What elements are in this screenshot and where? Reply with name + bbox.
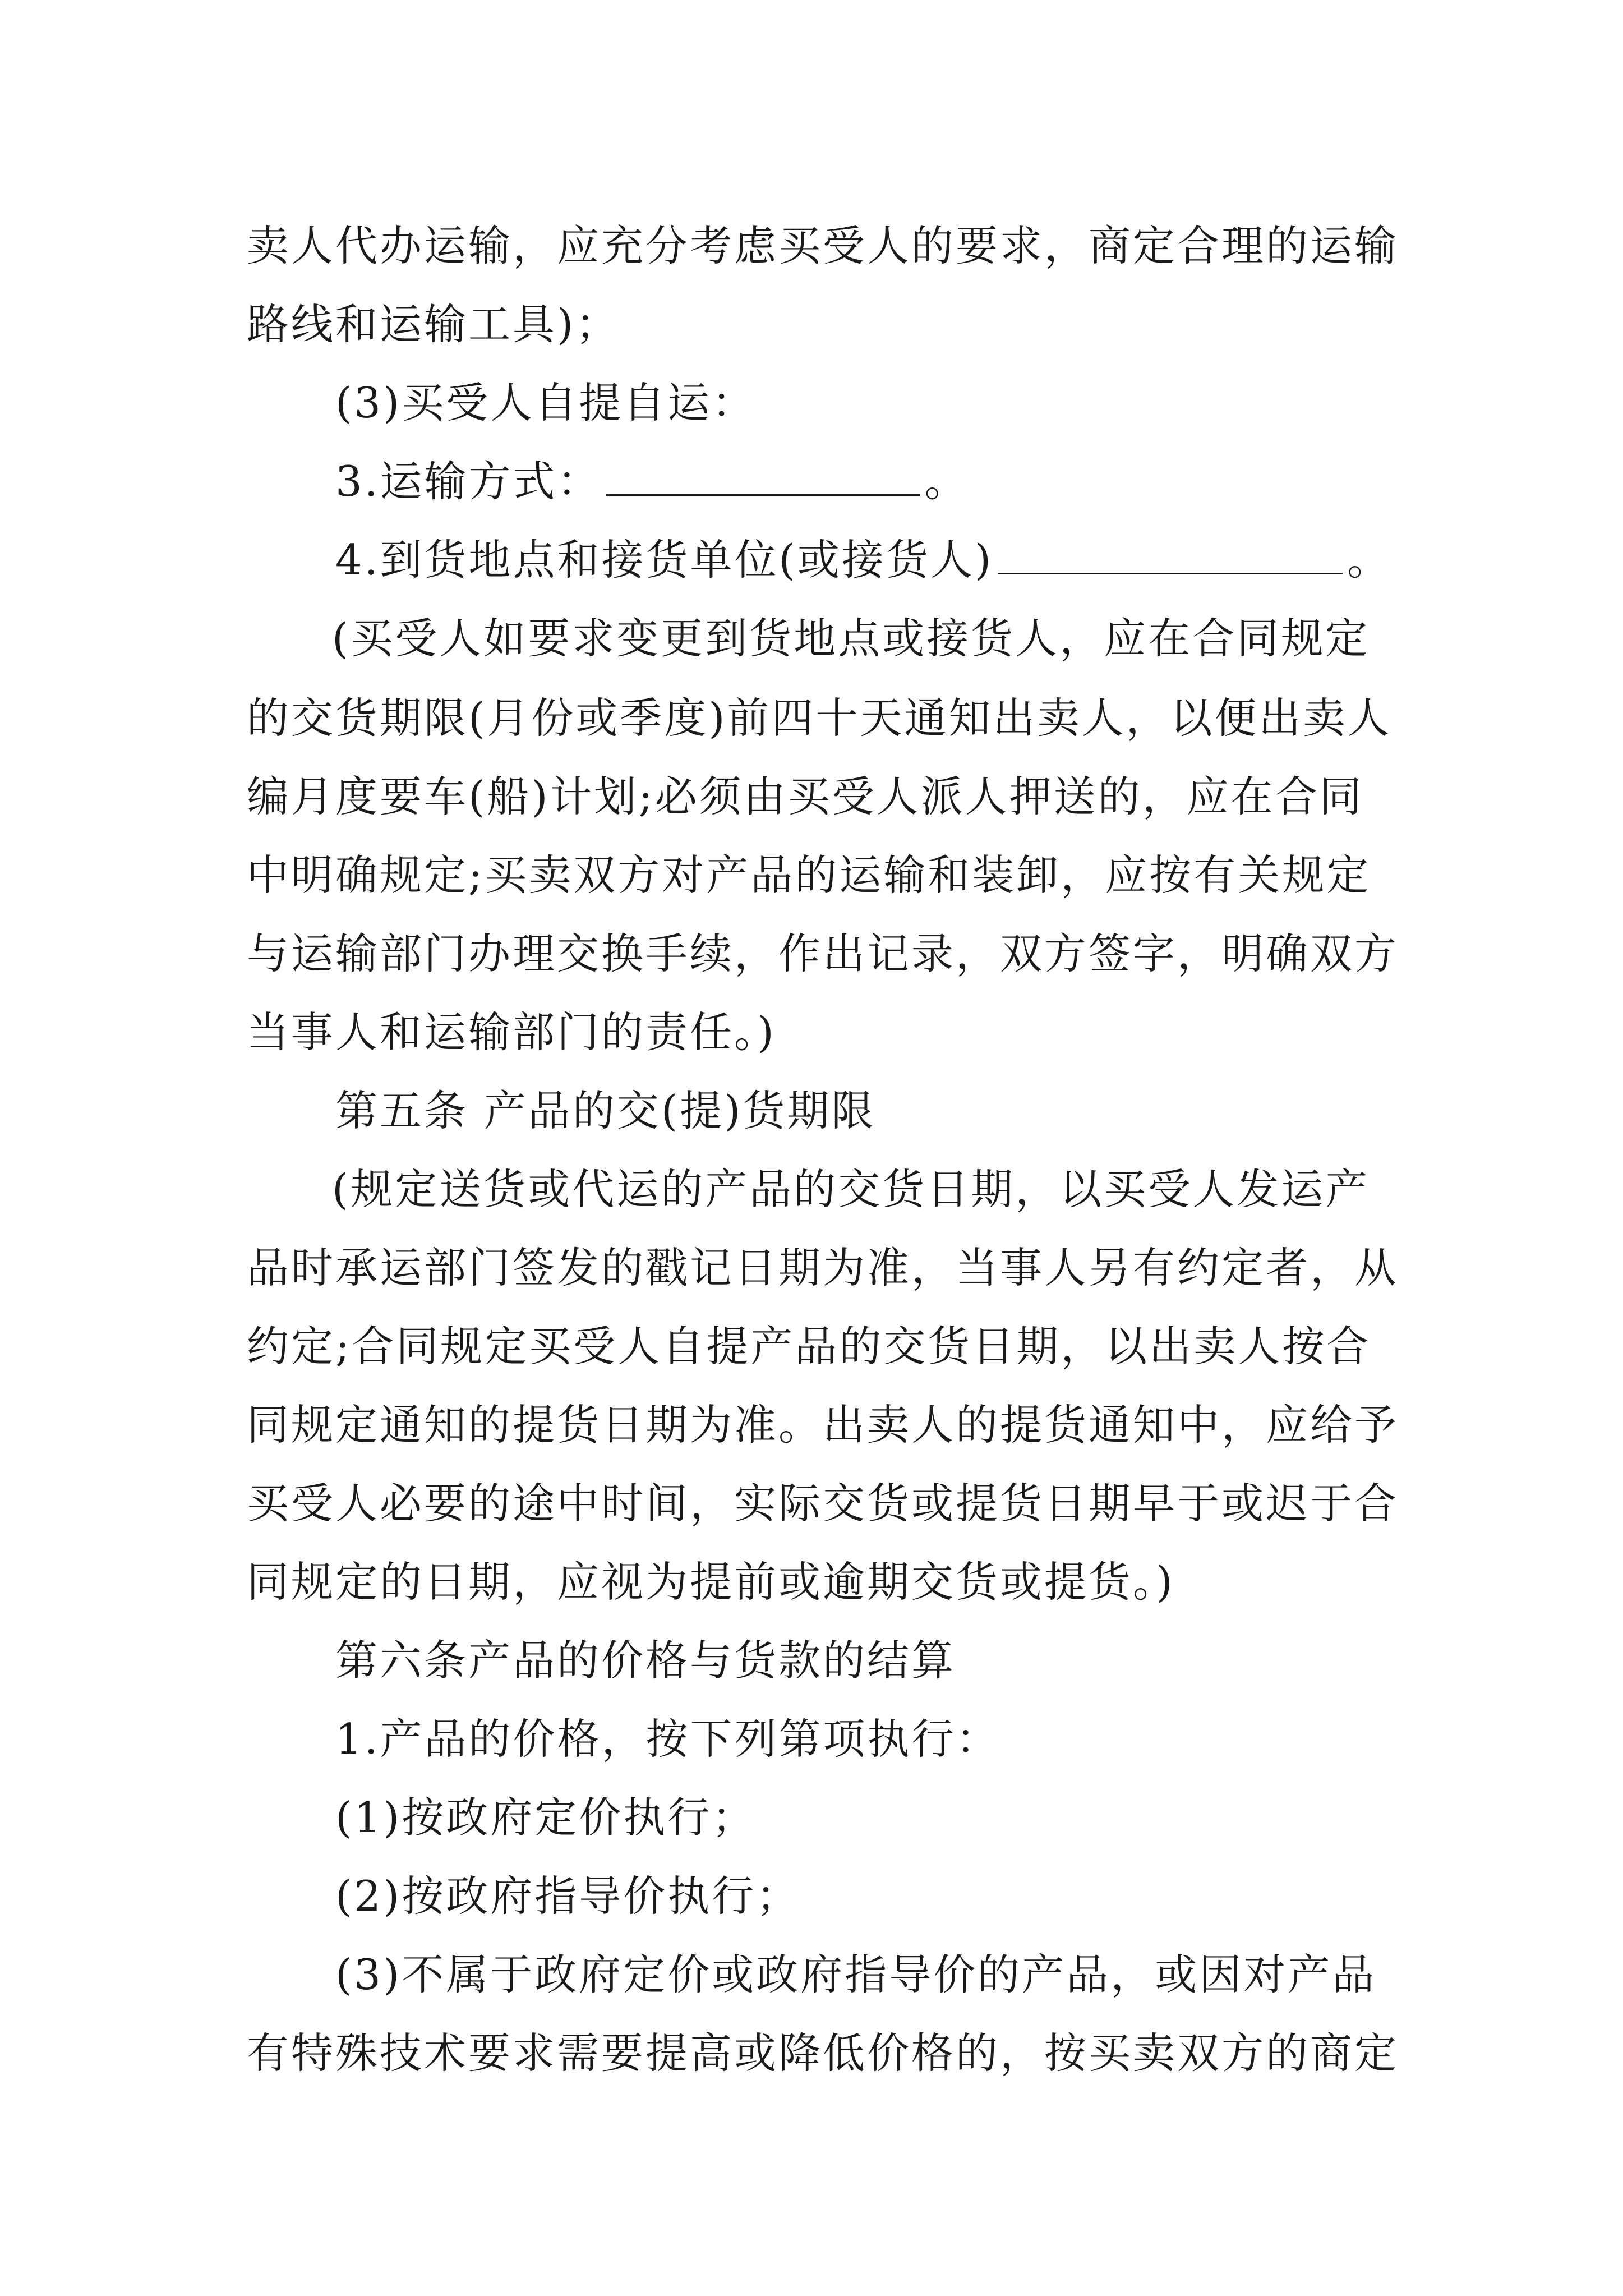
- text-line: 编月度要车(船)计划;必须由买受人派人押送的，应在合同: [247, 772, 1364, 821]
- text-line: 当事人和运输部门的责任。): [247, 1007, 776, 1057]
- text-line: (规定送货或代运的产品的交货日期，以买受人发运产: [332, 1165, 1370, 1214]
- text-line: (1)按政府定价执行；: [335, 1793, 757, 1842]
- text-line: 品时承运部门签发的戳记日期为准，当事人另有约定者，从: [247, 1243, 1399, 1292]
- delivery-place-line: [335, 532, 1391, 588]
- text-line: 与运输部门办理交换手续，作出记录，双方签字，明确双方: [247, 929, 1399, 978]
- text-line: (3)买受人自提自运：: [335, 378, 757, 427]
- text-line: 同规定通知的提货日期为准。出卖人的提货通知中，应给予: [247, 1400, 1399, 1450]
- text-line: 买受人必要的途中时间，实际交货或提货日期早于或迟于合: [247, 1479, 1399, 1528]
- transport-method-blank: [606, 459, 920, 496]
- delivery-place-label: 4.到货地点和接货单位(或接货人): [335, 535, 994, 585]
- transport-method-line: [335, 453, 969, 509]
- text-line: 路线和运输工具)；: [247, 300, 620, 349]
- section-heading: 第五条 产品的交(提)货期限: [335, 1086, 876, 1135]
- section-heading: 第六条产品的价格与货款的结算: [335, 1636, 956, 1685]
- text-line: 的交货期限(月份或季度)前四十天通知出卖人，以便出卖人: [247, 693, 1392, 743]
- text-line: 同规定的日期，应视为提前或逾期交货或提货。): [247, 1557, 1175, 1607]
- text-line: (3)不属于政府定价或政府指导价的产品，或因对产品: [335, 1950, 1377, 1999]
- text-line: 约定;合同规定买受人自提产品的交货日期，以出卖人按合: [247, 1322, 1371, 1371]
- transport-method-label: 3.运输方式：: [335, 457, 602, 506]
- text-line: (买受人如要求变更到货地点或接货人，应在合同规定: [332, 614, 1370, 663]
- text-line: 有特殊技术要求需要提高或降低价格的，按买卖双方的商定: [247, 2028, 1399, 2078]
- text-line: 卖人代办运输，应充分考虑买受人的要求，商定合理的运输: [247, 221, 1399, 270]
- text-line: 1.产品的价格，按下列第项执行：: [335, 1714, 1000, 1764]
- line-end-mark: 。: [924, 457, 969, 506]
- text-line: (2)按政府指导价执行；: [335, 1871, 801, 1921]
- line-end-mark: 。: [1347, 535, 1392, 585]
- text-line: 中明确规定;买卖双方对产品的运输和装卸，应按有关规定: [247, 850, 1371, 900]
- delivery-place-blank: [998, 538, 1343, 574]
